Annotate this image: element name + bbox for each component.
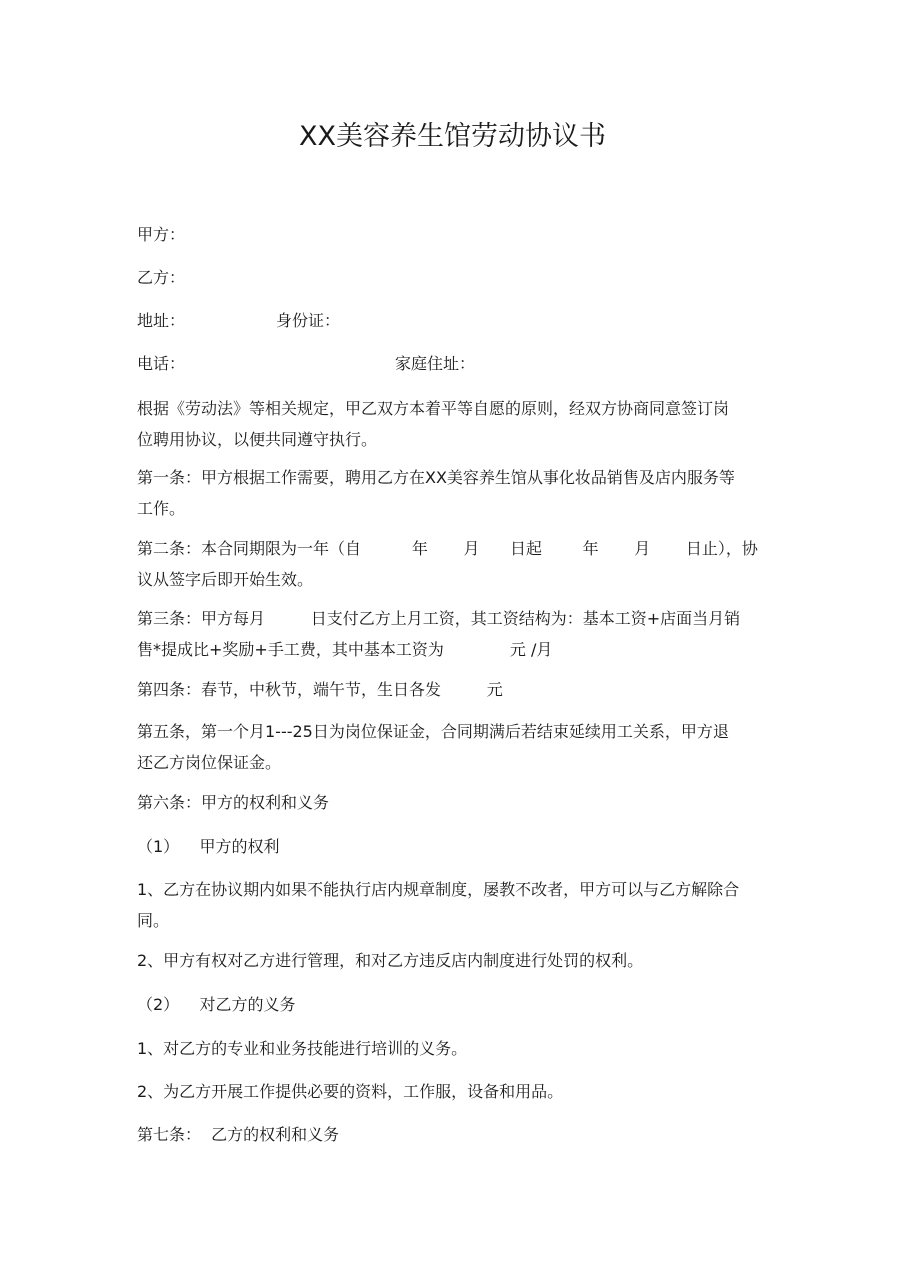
document-title: XX美容养生馆劳动协议书	[299, 121, 606, 152]
article-4: 第四条：春节，中秋节，端午节，生日各发 元	[137, 680, 503, 699]
party-a-label: 甲方：	[137, 225, 186, 244]
party-b-label: 乙方：	[137, 268, 186, 287]
phone-label: 电话：	[137, 354, 186, 373]
section-2-item-2: 2、为乙方开展工作提供必要的资料，工作服，设备和用品。	[137, 1082, 564, 1101]
article-5: 第五条，第一个月1---25日为岗位保证金，合同期满后若结束延续用工关系，甲方退 还乙方岗位保证金。	[137, 722, 729, 772]
article-7: 第七条： 乙方的权利和义务	[137, 1125, 340, 1144]
home-address-label: 家庭住址：	[395, 354, 476, 373]
section-2-heading: （2） 对乙方的义务	[137, 995, 296, 1014]
article-1: 第一条：甲方根据工作需要，聘用乙方在XX美容养生馆从事化妆品销售及店内服务等 工作。	[137, 468, 735, 518]
section-2-item-1: 1、对乙方的专业和业务技能进行培训的义务。	[137, 1039, 468, 1058]
article-2: 第二条：本合同期限为一年（自 年 月 日起 年 月 日止），协 议从签字后即开始生效。	[137, 539, 758, 589]
article-3: 第三条：甲方每月 日支付乙方上月工资，其工资结构为：基本工资+店面当月销 售*提成比+奖励+手工费，其中基本工资为 元 /月	[137, 609, 741, 659]
section-1-item-2: 2、甲方有权对乙方进行管理，和对乙方违反店内制度进行处罚的权利。	[137, 951, 644, 970]
id-card-label: 身份证：	[276, 311, 341, 330]
section-1-heading: （1） 甲方的权利	[137, 837, 280, 856]
intro-paragraph: 根据《劳动法》等相关规定，甲乙双方本着平等自愿的原则，经双方协商同意签订岗 位聘用协议，以便共同遵守执行。	[137, 399, 730, 449]
section-1-item-1: 1、乙方在协议期内如果不能执行店内规章制度，屡教不改者，甲方可以与乙方解除合 同。	[137, 880, 740, 930]
address-label: 地址：	[137, 311, 186, 330]
article-6: 第六条：甲方的权利和义务	[137, 793, 330, 812]
